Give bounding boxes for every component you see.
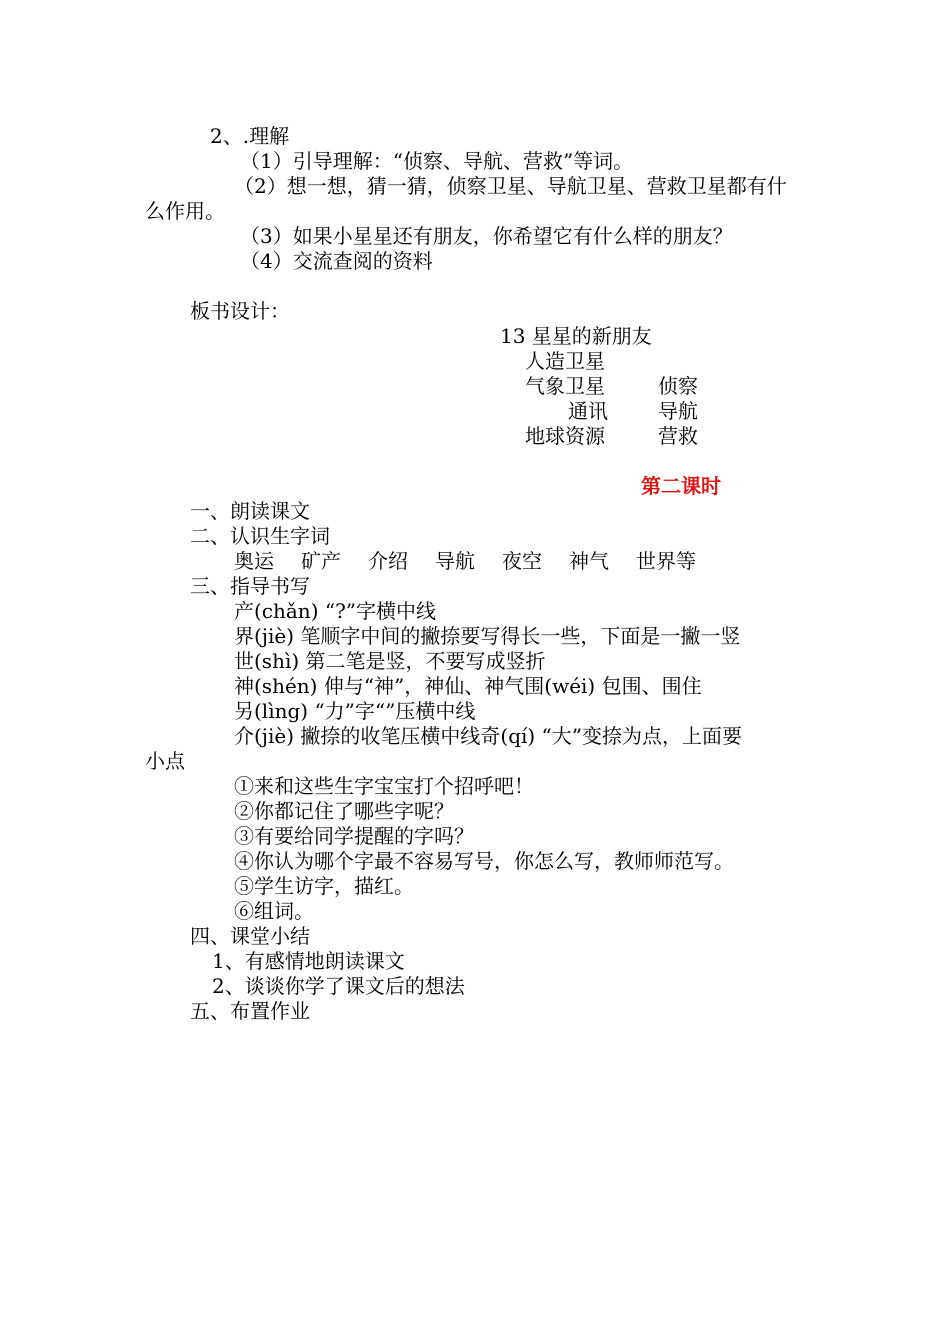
step-learn-words: 二、认识生字词 [190, 524, 330, 548]
step-read-text: 一、朗读课文 [190, 499, 310, 523]
section-heading: 2、.理解 [210, 124, 290, 148]
writing-note-4: 神(shén) 伸与“神”，神仙、神气围(wéi) 包围、围住 [234, 674, 702, 698]
board-row-2-left: 气象卫星 [525, 374, 605, 398]
step-writing-guide: 三、指导书写 [190, 574, 310, 598]
board-row-3-right: 导航 [658, 399, 698, 423]
board-row-4-right: 营救 [658, 424, 698, 448]
board-row-2-right: 侦察 [658, 374, 698, 398]
step-class-summary: 四、课堂小结 [190, 924, 310, 948]
word-4: 导航 [435, 549, 475, 573]
writing-note-1: 产(chǎn) “?”字横中线 [234, 599, 437, 623]
writing-note-2: 界(jiè) 笔顺字中间的撇捺要写得长一些，下面是一撇一竖 [234, 624, 741, 648]
step-homework: 五、布置作业 [190, 999, 310, 1023]
understanding-item-2: （2）想一想，猜一猜，侦察卫星、导航卫星、营救卫星都有什 [234, 174, 787, 198]
understanding-item-2-cont: 么作用。 [145, 199, 225, 223]
board-title: 13 星星的新朋友 [500, 324, 652, 348]
writing-note-6-cont: 小点 [145, 749, 185, 773]
writing-note-6: 介(jiè) 撇捺的收笔压横中线奇(qí) “大”变捺为点，上面要 [234, 724, 743, 748]
activity-step-2: ②你都记住了哪些字呢？ [234, 799, 454, 823]
word-2: 矿产 [301, 549, 341, 573]
board-row-1: 人造卫星 [525, 349, 605, 373]
understanding-item-4: （4）交流查阅的资料 [240, 249, 433, 273]
board-row-4-left: 地球资源 [525, 424, 605, 448]
lesson-title: 第二课时 [641, 474, 721, 498]
word-5: 夜空 [502, 549, 542, 573]
activity-step-1: ①来和这些生字宝宝打个招呼吧！ [234, 774, 534, 798]
word-6: 神气 [569, 549, 609, 573]
activity-step-4: ④你认为哪个字最不容易写号，你怎么写，教师师范写。 [234, 849, 734, 873]
word-3: 介绍 [368, 549, 408, 573]
understanding-item-1: （1）引导理解：“侦察、导航、营救”等词。 [240, 149, 634, 173]
summary-item-2: 2、谈谈你学了课文后的想法 [212, 974, 465, 998]
understanding-item-3: （3）如果小星星还有朋友，你希望它有什么样的朋友？ [240, 224, 733, 248]
board-row-3-left: 通讯 [568, 399, 608, 423]
word-7: 世界等 [636, 549, 696, 573]
writing-note-5: 另(lìng) “力”字“”压横中线 [234, 699, 476, 723]
activity-step-6: ⑥组词。 [234, 899, 314, 923]
word-1: 奥运 [234, 549, 274, 573]
writing-note-3: 世(shì) 第二笔是竖，不要写成竖折 [234, 649, 546, 673]
activity-step-5: ⑤学生访字，描红。 [234, 874, 414, 898]
board-label: 板书设计： [190, 299, 290, 323]
summary-item-1: 1、有感情地朗读课文 [212, 949, 405, 973]
activity-step-3: ③有要给同学提醒的字吗？ [234, 824, 474, 848]
